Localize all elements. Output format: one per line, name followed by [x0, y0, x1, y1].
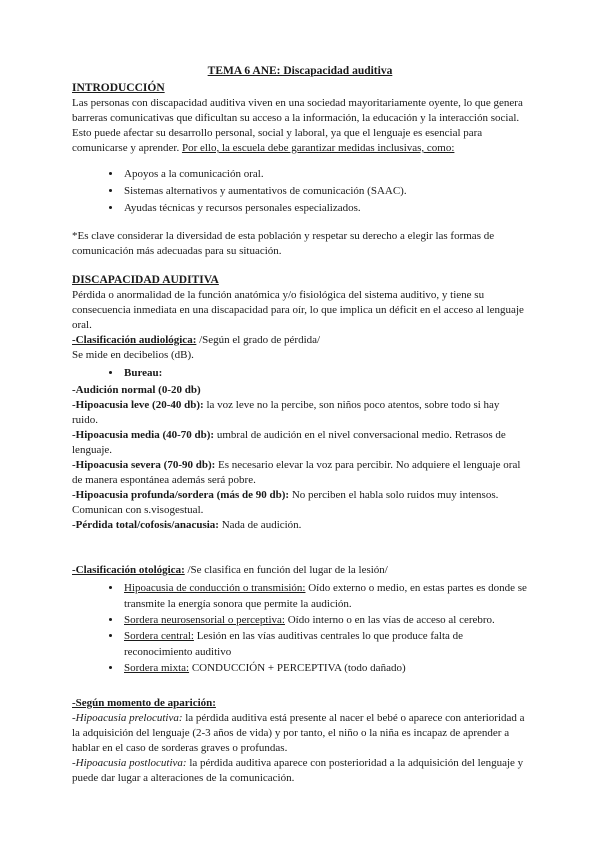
level-text: No perciben el habla solo ruidos muy intensos. Comunican con s.visogestual. [72, 489, 499, 516]
level-label: -Audición normal (0-20 db) [72, 384, 201, 396]
level-line [72, 488, 528, 518]
section-spacer [72, 533, 528, 563]
onset-item [72, 711, 528, 756]
level-line [72, 398, 528, 428]
level-label: -Pérdida total/cofosis/anacusia: [72, 519, 219, 531]
intro-paragraph-underlined: Por ello, la escuela debe garantizar medidas inclusivas, como: [181, 142, 455, 154]
intro-bullet-list [72, 166, 528, 217]
intro-paragraph-text: Las personas con discapacidad auditiva viven en una sociedad mayoritariamente oyente, lo que genera barreras comunicativas que dificultan su acceso a la información, la educación y la interacción social. Esto puede afectar su desarrollo personal, social y laboral, ya que el lenguaje es esencial para comunicarse y aprender. [72, 97, 523, 154]
level-label: -Hipoacusia leve (20-40 db): [72, 399, 204, 411]
bullet-lead: Sordera central: [124, 630, 194, 642]
bullet-text: Sistemas alternativos y aumentativos de comunicación (SAAC). [124, 185, 407, 197]
bullet-text: Lesión en las vías auditivas centrales lo que produce falta de reconocimiento auditivo [124, 630, 464, 658]
intro-heading: INTRODUCCIÓN [72, 82, 165, 94]
bullet-text: Oído interno o en las vías de acceso al cerebro. [284, 614, 495, 626]
bullet-text: CONDUCCIÓN + PERCEPTIVA (todo dañado) [189, 662, 406, 674]
audiologic-heading-line [72, 333, 528, 348]
otologic-heading: -Clasificación otológica: [72, 564, 185, 576]
level-line [72, 458, 528, 488]
level-label: -Hipoacusia media (40-70 db): [72, 429, 215, 441]
list-item [122, 365, 528, 381]
level-text: Nada de audición. [218, 519, 302, 531]
audiologic-heading-note: /Según el grado de pérdida/ [196, 334, 321, 346]
bullet-lead: Sordera mixta: [124, 662, 190, 674]
otologic-heading-line [72, 563, 528, 578]
bullet-text: Ayudas técnicas y recursos personales especializados. [124, 202, 361, 214]
list-item [122, 580, 528, 612]
bullet-text: Apoyos a la comunicación oral. [124, 168, 264, 180]
bullet-lead: Sordera neurosensorial o perceptiva: [124, 614, 285, 626]
level-text: umbral de audición en el nivel conversacional medio. Retrasos de lenguaje. [72, 429, 506, 456]
bureau-list [72, 365, 528, 381]
list-item [122, 628, 528, 660]
level-text: la voz leve no la percibe, son niños poco atentos, sobre todo si hay ruido. [72, 399, 500, 426]
level-line [72, 518, 528, 533]
otologic-bullet-list [72, 580, 528, 676]
level-line [72, 383, 528, 398]
disability-paragraph: Pérdida o anormalidad de la función anatómica y/o fisiológica del sistema auditivo, y tiene su consecuencia inmediata en una discapacidad para oír, lo que implica un déficit en el acceso al lenguaje oral. [72, 289, 524, 331]
audiologic-heading: -Clasificación audiológica: [72, 334, 197, 346]
list-item [122, 612, 528, 628]
list-item [122, 660, 528, 676]
level-label: -Hipoacusia severa (70-90 db): [72, 459, 216, 471]
otologic-heading-note: /Se clasifica en función del lugar de la lesión/ [184, 564, 388, 576]
intro-note: *Es clave considerar la diversidad de esta población y respetar su derecho a elegir las formas de comunicación más adecuadas para su situación. [72, 230, 495, 257]
page-title: TEMA 6 ANE: Discapacidad auditiva [207, 65, 393, 77]
bullet-text: Oído externo o medio, en estas partes es donde se transmite la energía sonora que permite la audición. [124, 582, 527, 610]
section-spacer [72, 678, 528, 696]
hearing-levels [72, 383, 528, 533]
onset-item [72, 756, 528, 786]
onset-heading: -Según momento de aparición: [72, 697, 216, 709]
onset-item-text: la pérdida auditiva está presente al nacer el bebé o aparece con anterioridad a la adquisición del lenguaje (2-3 años de vida) y por tanto, el niño o la niña es incapaz de aprender a hablar en el caso de sorderas graves o profundas. [72, 712, 525, 754]
list-item [122, 166, 528, 183]
decibels-line: Se mide en decibelios (dB). [72, 349, 194, 361]
level-label: -Hipoacusia profunda/sordera (más de 90 db): [72, 489, 290, 501]
bullet-lead: Hipoacusia de conducción o transmisión: [124, 582, 306, 594]
disability-heading: DISCAPACIDAD AUDITIVA [72, 274, 219, 286]
onset-item-text: la pérdida auditiva aparece con posterioridad a la adquisición del lenguaje y puede dar lugar a alteraciones de la comunicación. [72, 757, 524, 784]
intro-paragraph [72, 96, 528, 156]
bureau-label: Bureau: [124, 367, 163, 379]
level-text: Es necesario elevar la voz para percibir. No adquiere el lenguaje oral de manera espontánea además será pobre. [72, 459, 521, 486]
list-item [122, 200, 528, 217]
onset-item-lead: -Hipoacusia prelocutiva: [72, 712, 183, 724]
level-line [72, 428, 528, 458]
list-item [122, 183, 528, 200]
onset-item-lead: -Hipoacusia postlocutiva: [72, 757, 187, 769]
